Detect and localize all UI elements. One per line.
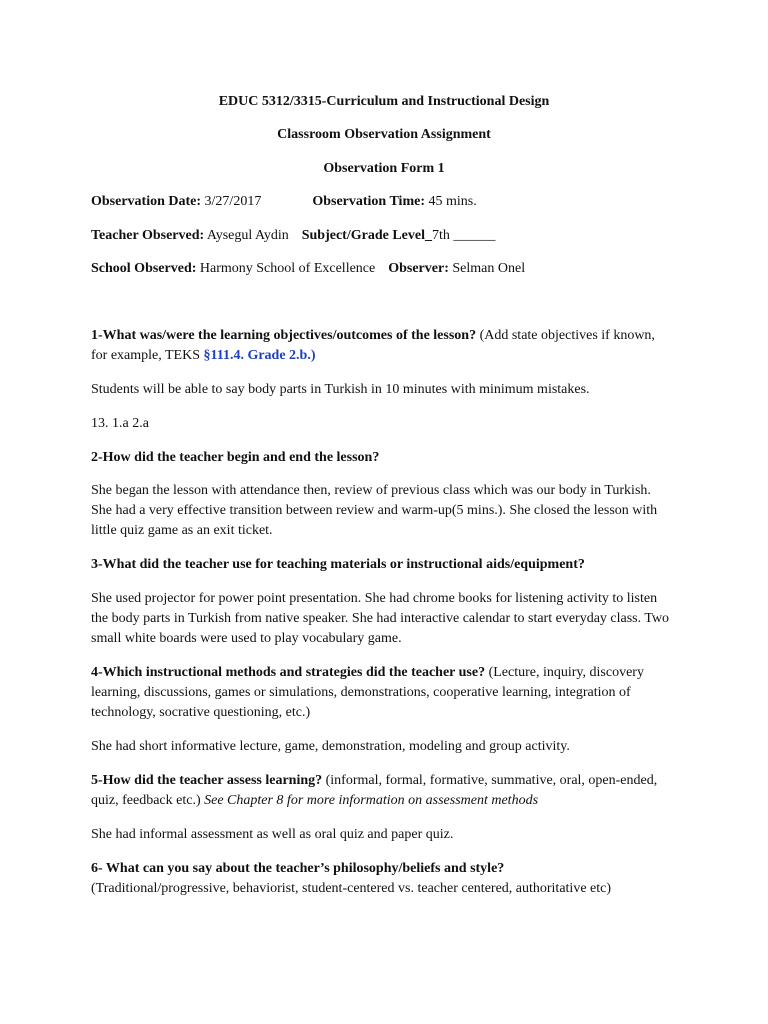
question-5-note: (informal, formal, formative, summative, oral, open-ended, quiz, feedback etc.) <box>91 773 658 808</box>
observation-time-label: Observation Time: <box>312 194 425 209</box>
observation-time-value: 45 mins. <box>428 194 477 209</box>
answer-5: She had informal assessment as well as oral quiz and paper quiz. <box>91 827 454 842</box>
question-3 <box>91 555 671 575</box>
question-4-note: (Lecture, inquiry, discovery learning, discussions, games or simulations, demonstrations, cooperative learning, integration of technology, socrative questioning, etc.) <box>91 665 644 720</box>
answer-4: She had short informative lecture, game, demonstration, modeling and group activity. <box>91 739 570 754</box>
subject-grade-value: 7th ______ <box>431 228 496 243</box>
teacher-subject-line <box>91 226 495 246</box>
observation-date-time-line <box>91 192 477 212</box>
question-4 <box>91 663 671 723</box>
teacher-observed-label: Teacher Observed: <box>91 228 205 243</box>
question-1 <box>91 326 671 366</box>
teks-reference: §111.4. Grade 2.b.) <box>203 348 316 363</box>
school-observed-label: School Observed: <box>91 261 197 276</box>
form-title: Observation Form 1 <box>323 161 445 176</box>
question-5 <box>91 771 671 811</box>
question-1-text: 1-What was/were the learning objectives/outcomes of the lesson? <box>91 328 477 343</box>
question-5-italic-note: See Chapter 8 for more information on assessment methods <box>204 793 539 808</box>
question-5-text: 5-How did the teacher assess learning? <box>91 773 323 788</box>
answer-1-code: 13. 1.a 2.a <box>91 416 149 431</box>
question-1-note: (Add state objectives if known, for example, TEKS <box>91 328 655 363</box>
question-2 <box>91 448 671 468</box>
observer-value: Selman Onel <box>452 261 526 276</box>
question-6 <box>91 859 671 899</box>
question-4-text: 4-Which instructional methods and strategies did the teacher use? <box>91 665 486 680</box>
answer-3: She used projector for power point presentation. She had chrome books for listening activity to listen the body parts in Turkish from native speaker. She had interactive calendar to start everyday class. Two small white boards were used to play vocabulary game. <box>91 591 670 646</box>
teacher-observed-value: Aysegul Aydin <box>206 228 289 243</box>
observation-date-value: 3/27/2017 <box>204 194 262 209</box>
answer-1: Students will be able to say body parts in Turkish in 10 minutes with minimum mistakes. <box>91 382 590 397</box>
course-title: EDUC 5312/3315-Curriculum and Instructional Design <box>218 94 550 109</box>
subject-grade-label: Subject/Grade Level_ <box>301 228 432 243</box>
answer-2: She began the lesson with attendance then, review of previous class which was our body in Turkish. She had a very effective transition between review and warm-up(5 mins.). She closed the lesson with little quiz game as an exit ticket. <box>91 483 658 538</box>
question-3-text: 3-What did the teacher use for teaching materials or instructional aids/equipment? <box>91 557 585 572</box>
assignment-title: Classroom Observation Assignment <box>277 127 491 142</box>
observation-date-label: Observation Date: <box>91 194 202 209</box>
school-observer-line <box>91 259 525 279</box>
question-6-text: 6- What can you say about the teacher’s philosophy/beliefs and style? <box>91 861 505 876</box>
observer-label: Observer: <box>388 261 449 276</box>
school-observed-value: Harmony School of Excellence <box>199 261 376 276</box>
question-6-note: (Traditional/progressive, behaviorist, student-centered vs. teacher centered, authoritative etc) <box>91 881 612 896</box>
question-2-text: 2-How did the teacher begin and end the lesson? <box>91 450 380 465</box>
